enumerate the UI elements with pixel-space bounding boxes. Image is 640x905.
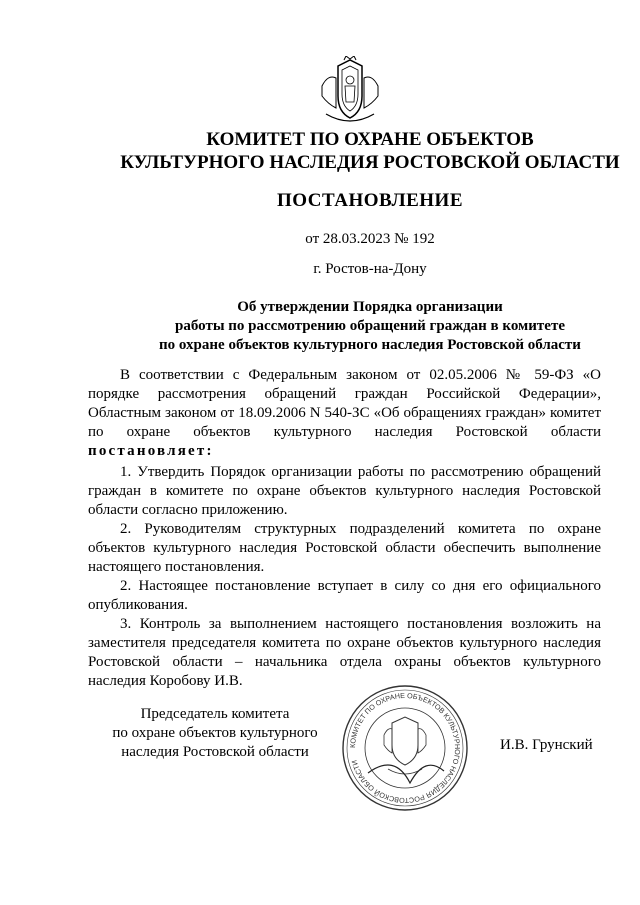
preamble-text: В соответствии с Федеральным законом от 02.05.2006 № 59-ФЗ «О порядке рассмотрения обращений граждан Российской Федерации», Областным законом от 18.09.2006 N 540-ЗС «Об обращениях граждан» комитет по охране объектов культурного наследия Ростовской области [88,367,601,440]
seal-text: КОМИТЕТ ПО ОХРАНЕ ОБЪЕКТОВ КУЛЬТУРНОГО НАСЛЕДИЯ РОСТОВСКОЙ ОБЛАСТИ [347,690,463,806]
subject-line-3: по охране объектов культурного наследия Ростовской области [159,337,581,353]
signatory-line-3: наследия Ростовской области [121,744,309,760]
resolution-item: 2. Настоящее постановление вступает в силу со дня его официального опубликования. [88,578,601,613]
document-date-number: от 28.03.2023 № 192 [305,231,435,247]
subject-line-1: Об утверждении Порядка организации [237,299,503,315]
resolution-item: 1. Утвердить Порядок организации работы по рассмотрению обращений граждан в комитете по охране объектов культурного наследия Ростовской области согласно приложению. [88,464,601,518]
signatory-line-2: по охране объектов культурного [112,725,318,741]
document-type: ПОСТАНОВЛЕНИЕ [276,190,464,211]
resolves-word: постановляет: [88,443,214,459]
document-subject [0,298,640,355]
organization-name [0,128,640,174]
preamble [88,366,601,461]
resolution-item: 2. Руководителям структурных подразделений комитета по охране объектов культурного наследия Ростовской области обеспечить выполнение настоящего постановления. [88,521,601,575]
org-line-2: КУЛЬТУРНОГО НАСЛЕДИЯ РОСТОВСКОЙ ОБЛАСТИ [120,152,620,173]
official-seal-icon [340,683,470,813]
document-city: г. Ростов-на-Дону [313,261,427,277]
resolution-items [88,463,601,691]
subject-line-2: работы по рассмотрению обращений граждан в комитете [175,318,565,334]
signatory-line-1: Председатель комитета [140,706,290,722]
signatory-title [100,705,330,762]
coat-of-arms-icon [318,56,382,126]
resolution-item: 3. Контроль за выполнением настоящего постановления возложить на заместителя председателя комитета по охране объектов культурного наследия Ростовской области – начальника отдела охраны объектов культурного наследия Коробову И.В. [88,616,601,689]
org-line-1: КОМИТЕТ ПО ОХРАНЕ ОБЪЕКТОВ [206,129,534,150]
signatory-name: И.В. Грунский [500,737,593,753]
